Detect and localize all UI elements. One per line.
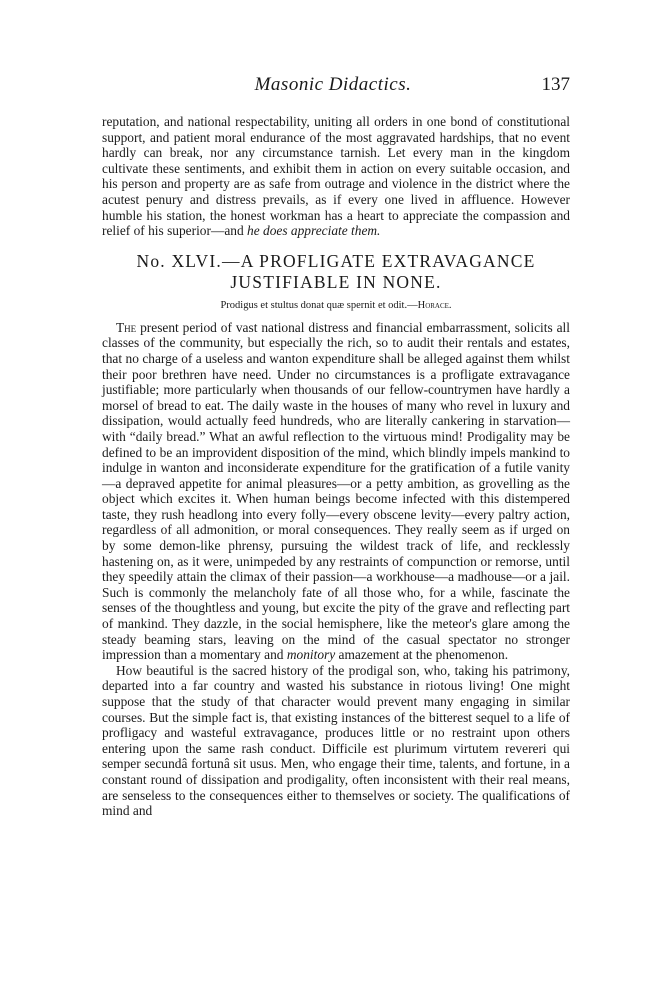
- intro-paragraph: [102, 114, 570, 239]
- epigraph-author: Horace.: [417, 299, 452, 311]
- section-title: [102, 251, 570, 293]
- page-number: 137: [541, 74, 570, 95]
- intro-paragraph-emphasis: he does appreciate them.: [247, 223, 381, 239]
- paragraph-1-text-b: amazement at the phenomenon.: [335, 647, 509, 663]
- body-text: [102, 114, 570, 819]
- paragraph-2-text: How beautiful is the sacred history of the prodigal son, who, taking his patrimony, departed into a far country and wasted his substance in riotous living! One might suppose that the study of that character would prevent many engaging in similar courses. But the simple fact is, that existing instances of the bitterest sequel to a life of profligacy and wasteful extravagance, produces little or no restraint upon others entering upon the same rash conduct. Difficile est plurimum virtutem revereri qui semper secundâ fortunâ sit usus. Men, who engage their time, talents, and fortune, in a constant round of dissipation and prodigality, often inconsistent with their real means, are senseless to the consequences either to themselves or society. The qualifications of mind and: [102, 662, 570, 819]
- epigraph: [102, 299, 570, 312]
- epigraph-text: Prodigus et stultus donat quæ spernit et odit.—: [220, 299, 418, 311]
- paragraph-2: [102, 663, 570, 819]
- paragraph-1-lead: The: [116, 319, 137, 335]
- paragraph-1: [102, 320, 570, 663]
- page-header: [96, 74, 570, 98]
- section-title-line-2: JUSTIFIABLE IN NONE.: [230, 271, 442, 292]
- intro-paragraph-text: reputation, and national respectability, uniting all orders in one bond of constitutional support, and patient moral endurance of the most aggravated hardships, that no event hardly can break, nor any circumstance tarnish. Let every man in the kingdom cultivate these sentiments, and exhibit them in action on every suitable occasion, and his person and property are as safe from outrage and violence in the district where the acutest penury and distress prevails, as if every one lived in affluence. However humble his station, the honest workman has a heart to appreciate the compassion and relief of his superior—and: [102, 114, 570, 239]
- paragraph-1-text-a: present period of vast national distress and financial embarrassment, solicits all classes of the community, but especially the rich, so to audit their rentals and estates, that no charge of a useless and wanton expenditure shall be alleged against them whilst their poor brethren have need. Under no circumstances is a profligate extravagance justifiable; more particularly when thousands of our fellow-countrymen have hardly a morsel of bread to eat. The daily waste in the houses of many who revel in luxury and dissipation, would actually feed hundreds, who are literally cankering in starvation—with “daily bread.” What an awful reflection to the virtuous mind! Prodigality may be defined to be an improvident disposition of the mind, which blindly impels mankind to indulge in wanton and inconsiderate expenditure for the gratification of a futile vanity—a depraved appetite for animal pleasures—or a petty ambition, as grovelling as the object which excites it. When human beings become infected with this distempered taste, they rush headlong into every folly—every obscene levity—every paltry action, regardless of all admonition, or moral consequences. They really seem as if urged on by some demon-like phrensy, pursuing the wildest track of life, and recklessly hastening on, as it were, unimpeded by any restraints of compunction or remorse, until they speedily attain the climax of their passion—a workhouse—a madhouse—or a jail. Such is commonly the melancholy fate of all those who, for a while, fascinate the senses of the thoughtless and young, but excite the pity of the grave and reflecting part of mankind. They dazzle, in the social hemisphere, like the meteor's glare among the steady beaming stars, leaving on the mind of the casual spectator no stronger impression than a momentary and: [102, 319, 570, 663]
- paragraph-1-emphasis: monitory: [286, 647, 336, 663]
- section-title-line-1: No. XLVI.—A PROFLIGATE EXTRAVAGANCE: [136, 250, 536, 271]
- running-title: Masonic Didactics.: [254, 74, 412, 95]
